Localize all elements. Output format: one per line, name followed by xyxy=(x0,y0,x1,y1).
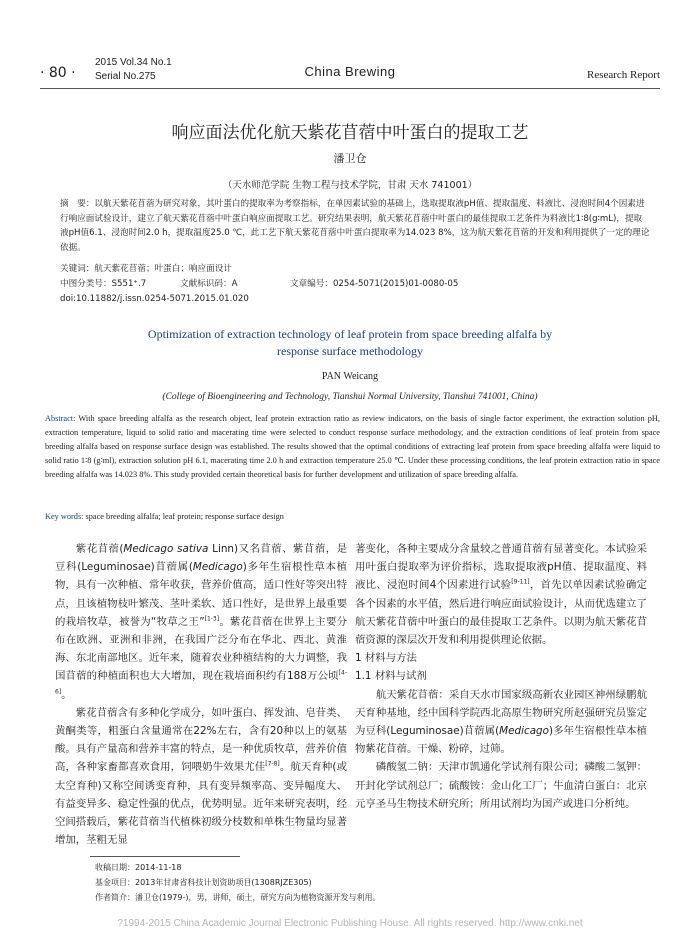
paragraph: 磷酸氢二钠：天津市凯通化学试剂有限公司；磷酸二氢钾：开封化学试剂总厂；硫酸铵：金山化工厂；牛血清白蛋白：北京元亨圣马生物技术研究所；所用试剂均为国产或进口分析纯。 xyxy=(355,761,647,810)
abstract-en xyxy=(45,412,660,482)
body-right-column xyxy=(355,540,647,813)
keywords-en-text: space breeding alfalfa; leaf protein; response surface design xyxy=(83,512,284,521)
keywords-en-label: Key words: xyxy=(45,512,84,521)
paragraph: 紫花苜蓿含有多种化学成分，如叶蛋白、挥发油、皂苷类、黄酮类等，粗蛋白含量通常在22%左右，含有20种以上的氨基酸。具有产量高和营养丰富的特点，是一种优质牧草，营养价值高，各种家畜都喜欢食用，饲喂奶牛效果尤佳[7-8]。航天育种(或太空育种)又称空间诱变育种，具有变异频率高、变异幅度大、有益变异多、稳定性强的优点，优势明显。近年来研究表明，经空间搭载后，紫花苜蓿当代植株初级分枝数和单株生物量均显著增加，茎粗无显 xyxy=(55,706,348,847)
abstract-cn-text: 以航天紫花苜蓿为研究对象，其叶蛋白的提取率为考察指标，在单因素试验的基础上，选取提取液pH值、提取温度、料液比、浸泡时间4个因素进行响应面试验设计，建立了航天紫花苜蓿中叶蛋白响应面提取工艺。研究结果表明，航天紫花苜蓿中叶蛋白的最佳提取工艺条件为料液比1∶8(g∶mL)，提取液pH值6.1、浸泡时间2.0 h，提取温度25.0 ℃，此工艺下航天紫花苜蓿中叶蛋白提取率为14.023 8%，这为航天紫花苜蓿的开发和利用提供了一定的理论依据。 xyxy=(60,199,650,253)
paragraph: 著变化，各种主要成分含量较之普通苜蓿有显著变化。本试验采用叶蛋白提取率为评价指标，选取提取液pH值、提取温度、料液比、浸泡时间4个因素进行试验[9-11]，首先以单因素试验确定各个因素的水平值，然后进行响应面试验设计，从而优选建立了航天紫花苜蓿中叶蛋白的最佳提取工艺条件。以期为航天紫花苜蓿资源的深层次开发和利用提供理论依据。 xyxy=(355,543,647,647)
serial-label: Serial No.275 xyxy=(95,71,156,82)
title-en-line2: response surface methodology xyxy=(277,343,423,358)
footnote-fund: 基金项目：2013年甘肃省科技计划资助项目(1308RJZE305) xyxy=(95,878,312,887)
body-left-column xyxy=(55,540,347,849)
journal-name: China Brewing xyxy=(304,64,396,79)
subsection-heading: 1.1 材料与试剂 xyxy=(355,670,427,683)
classification-row xyxy=(60,277,660,291)
title-en-line1: Optimization of extraction technology of leaf protein from space breeding alfalfa by xyxy=(147,327,553,341)
footnote-received: 收稿日期：2014-11-18 xyxy=(95,863,182,872)
abstract-cn-label: 摘 要： xyxy=(60,199,95,209)
clc-number: 中图分类号：S551⁺.7 xyxy=(60,279,147,289)
affiliation-cn: （天水师范学院 生物工程与技术学院，甘肃 天水 741001） xyxy=(222,180,478,191)
article-number: 文章编号：0254-5071(2015)01-0080-05 xyxy=(290,279,459,289)
copyright-footer: ?1994-2015 China Academic Journal Electronic Publishing House. All rights reserved. http://www.cnki.net xyxy=(117,918,583,929)
author-en: PAN Weicang xyxy=(321,371,379,382)
doi: doi:10.11882/j.issn.0254-5071.2015.01.020 xyxy=(60,294,249,304)
keywords-en xyxy=(45,512,660,521)
abstract-cn xyxy=(60,197,650,255)
footnote-author: 作者简介：潘卫仓(1979-)，男，讲师，硕士，研究方向为植物资源开发与利用。 xyxy=(95,893,381,902)
author-cn: 潘卫仓 xyxy=(333,152,367,165)
section-heading: 1 材料与方法 xyxy=(355,652,417,665)
document-code: 文献标识码：A xyxy=(180,279,238,289)
keywords-cn: 关键词：航天紫花苜蓿；叶蛋白；响应面设计 xyxy=(60,264,232,274)
affiliation-en: (College of Bioengineering and Technology, Tianshui Normal University, Tianshui 741001, China) xyxy=(162,392,538,402)
volume-label: 2015 Vol.34 No.1 xyxy=(95,57,172,68)
title-cn: 响应面法优化航天紫花苜蓿中叶蛋白的提取工艺 xyxy=(171,123,529,143)
section-label: Research Report xyxy=(587,69,660,81)
abstract-en-label: Abstract: xyxy=(45,414,76,423)
paragraph: 紫花苜蓿(Medicago sativa Linn)又名苜蓿、紫苜蓿，是豆科(Leguminosae)苜蓿属(Medicago)多年生宿根性草本植物，具有一次种植、常年收获，营养价值高，适口性好等突出特点，且该植物枝叶繁茂、茎叶柔软、适口性好，是世界上最重要的栽培牧草，被誉为“牧草之王”[1-3]。紫花苜蓿在世界上主要分布在欧洲、亚洲和非洲，在我国广泛分布在华北、西北、黄淮海、东北南部地区。近年来，随着农业种植结构的大力调整，我国苜蓿的种植面积也大大增加，现在栽培面积约有188万公顷[4-6]。 xyxy=(55,543,348,701)
header-divider xyxy=(40,88,660,89)
page-number: · 80 · xyxy=(40,65,76,81)
footnote-divider xyxy=(90,856,240,857)
abstract-en-text: With space breeding alfalfa as the research object, leaf protein extraction ratio as review indicators, on the basis of single factor experiment, the extraction solution pH, extraction temperature, liquid to solid ratio and macerating time were selected to conduct response surface methodology, and the extraction conditions of leaf protein from space breeding alfalfa based on response surface design was established. The results showed that the optimal conditions of extracting leaf protein from space breeding alfalfa were liquid to solid ratio 1∶8 (g∶ml), extraction solution pH 6.1, macerating time 2.0 h and extraction temperature 25.0 ℃. Under these processing conditions, the leaf protein extraction ratio in space breeding alfalfa was 14.023 8%. This study provided certain theoretical basis for further development and utilization of space breeding alfalfa. xyxy=(45,414,660,479)
title-en xyxy=(60,326,640,359)
paragraph: 航天紫花苜蓿：采自天水市国家级高新农业园区神州绿鹏航天育种基地，经中国科学院西北高原生物研究所赵强研究员鉴定为豆科(Leguminosae)苜蓿属(Medicago)多年生宿根性草本植物紫花苜蓿。干燥、粉碎，过筛。 xyxy=(355,688,647,756)
